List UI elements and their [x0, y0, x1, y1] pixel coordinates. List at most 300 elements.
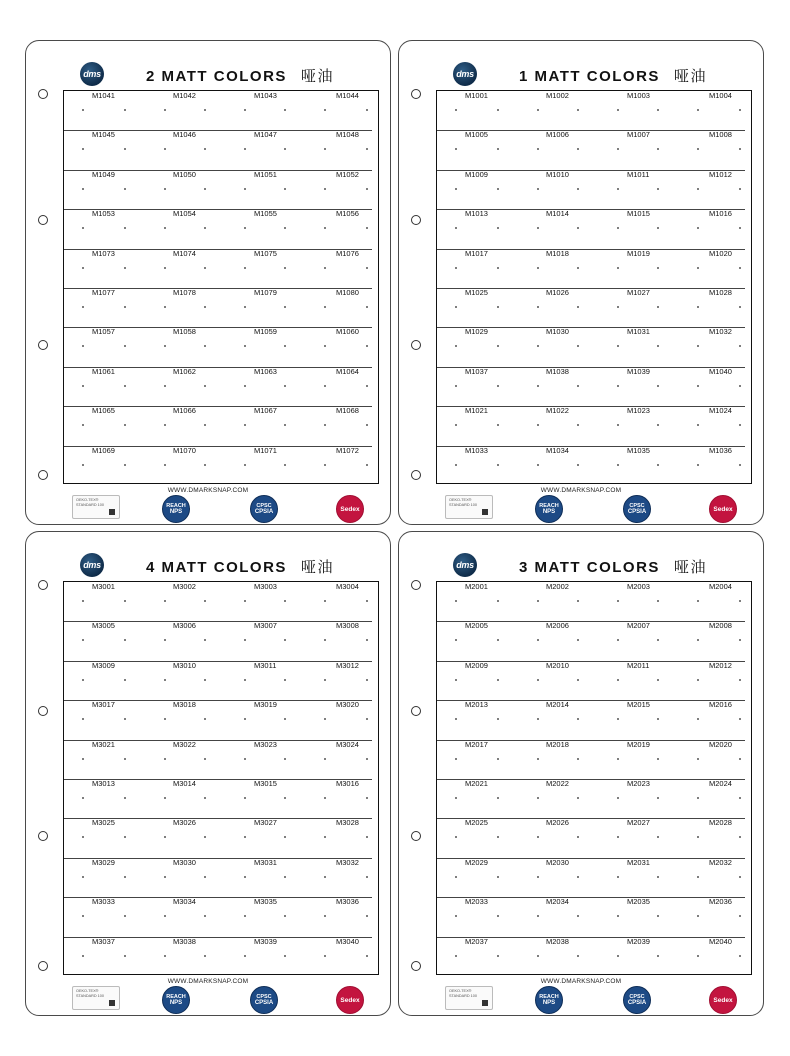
- swatch-marker: [697, 797, 699, 799]
- color-code: M1067: [254, 406, 277, 416]
- swatch-marker: [366, 464, 368, 466]
- binder-hole: [38, 580, 48, 590]
- binder-hole: [411, 961, 421, 971]
- sedex-badge: Sedex: [709, 495, 737, 523]
- color-row: [64, 91, 378, 130]
- color-card: [398, 40, 764, 525]
- swatch-marker: [164, 797, 166, 799]
- binder-hole: [38, 706, 48, 716]
- swatch-marker: [455, 345, 457, 347]
- swatch-marker: [697, 148, 699, 150]
- color-row: [437, 209, 751, 248]
- color-code: M1047: [254, 130, 277, 140]
- swatch-marker: [697, 109, 699, 111]
- swatch-marker: [537, 679, 539, 681]
- color-code: M1052: [336, 169, 359, 179]
- color-code: M1028: [709, 288, 732, 297]
- color-code: M3027: [254, 818, 277, 828]
- swatch-marker: [324, 345, 326, 347]
- swatch-marker: [537, 345, 539, 347]
- swatch-marker: [164, 345, 166, 347]
- swatch-marker: [284, 109, 286, 111]
- color-code: M2002: [546, 582, 569, 591]
- color-code: M2036: [709, 897, 732, 907]
- swatch-marker: [739, 345, 741, 347]
- swatch-marker: [244, 227, 246, 229]
- swatch-marker: [617, 797, 619, 799]
- color-code: M1014: [546, 209, 569, 219]
- binder-hole: [38, 89, 48, 99]
- color-code: M1051: [254, 169, 277, 179]
- color-code: M2025: [465, 818, 488, 828]
- color-code: M1001: [465, 91, 488, 100]
- swatch-marker: [739, 797, 741, 799]
- swatch-marker: [82, 836, 84, 838]
- color-code: M3025: [92, 818, 115, 828]
- swatch-marker: [739, 188, 741, 190]
- card-title-cn: 哑油: [300, 67, 334, 85]
- swatch-marker: [164, 639, 166, 641]
- swatch-marker: [324, 267, 326, 269]
- swatch-marker: [324, 797, 326, 799]
- swatch-marker: [537, 109, 539, 111]
- swatch-marker: [244, 915, 246, 917]
- color-code: M3023: [254, 739, 277, 749]
- swatch-marker: [455, 148, 457, 150]
- swatch-marker: [124, 639, 126, 641]
- color-row: [64, 661, 378, 700]
- swatch-marker: [657, 464, 659, 466]
- binder-hole: [38, 470, 48, 480]
- binder-hole: [38, 961, 48, 971]
- swatch-marker: [82, 679, 84, 681]
- color-code: M2015: [627, 700, 650, 710]
- swatch-marker: [284, 718, 286, 720]
- card-title-text: 4 MATT COLORS: [146, 559, 287, 576]
- color-code: M1071: [254, 445, 277, 455]
- color-row: [437, 740, 751, 779]
- swatch-marker: [244, 718, 246, 720]
- reach-label: REACH: [166, 994, 186, 1000]
- swatch-marker: [697, 345, 699, 347]
- color-row: [437, 288, 751, 327]
- reach-label: REACH: [539, 994, 559, 1000]
- color-code: M1062: [173, 366, 196, 376]
- swatch-marker: [204, 600, 206, 602]
- color-code: M1059: [254, 327, 277, 337]
- color-code: M2040: [709, 936, 732, 946]
- color-code: M1056: [336, 209, 359, 219]
- swatch-marker: [739, 267, 741, 269]
- swatch-marker: [124, 679, 126, 681]
- swatch-marker: [617, 955, 619, 957]
- swatch-marker: [497, 464, 499, 466]
- swatch-marker: [657, 797, 659, 799]
- color-code: M1034: [546, 445, 569, 455]
- color-code: M1040: [709, 366, 732, 376]
- swatch-marker: [284, 876, 286, 878]
- color-code: M3015: [254, 779, 277, 788]
- swatch-marker: [324, 148, 326, 150]
- swatch-marker: [577, 267, 579, 269]
- swatch-marker: [244, 267, 246, 269]
- swatch-marker: [284, 836, 286, 838]
- swatch-marker: [164, 718, 166, 720]
- swatch-marker: [455, 306, 457, 308]
- cpsc-label: CPSC: [629, 994, 645, 1000]
- card-title-cn: 哑油: [300, 558, 334, 576]
- swatch-marker: [739, 955, 741, 957]
- cpsc-badge: [250, 495, 278, 523]
- color-row: [437, 327, 751, 366]
- color-code: M1053: [92, 209, 115, 219]
- reach-sublabel: NPS: [169, 1000, 183, 1006]
- color-code: M3006: [173, 621, 196, 631]
- swatch-marker: [124, 915, 126, 917]
- swatch-marker: [497, 267, 499, 269]
- color-code: M3040: [336, 936, 359, 946]
- color-code: M1049: [92, 169, 115, 179]
- swatch-marker: [697, 306, 699, 308]
- swatch-marker: [617, 306, 619, 308]
- color-code: M2008: [709, 621, 732, 631]
- color-code: M1003: [627, 91, 650, 100]
- reach-badge: [535, 495, 563, 523]
- cpsc-badge: [250, 986, 278, 1014]
- reach-sublabel: NPS: [169, 509, 183, 515]
- swatch-marker: [324, 679, 326, 681]
- swatch-marker: [204, 188, 206, 190]
- swatch-marker: [497, 836, 499, 838]
- swatch-marker: [497, 306, 499, 308]
- color-code: M3031: [254, 857, 277, 867]
- swatch-marker: [82, 915, 84, 917]
- color-code: M2007: [627, 621, 650, 631]
- swatch-marker: [284, 797, 286, 799]
- swatch-marker: [617, 718, 619, 720]
- color-code: M1012: [709, 169, 732, 179]
- swatch-marker: [537, 915, 539, 917]
- color-code: M3013: [92, 779, 115, 788]
- color-code: M3003: [254, 582, 277, 591]
- color-card: [25, 531, 391, 1016]
- swatch-marker: [455, 758, 457, 760]
- swatch-marker: [455, 797, 457, 799]
- swatch-marker: [82, 306, 84, 308]
- color-code: M1057: [92, 327, 115, 337]
- sedex-badge: Sedex: [336, 495, 364, 523]
- swatch-marker: [697, 267, 699, 269]
- swatch-marker: [164, 188, 166, 190]
- binder-hole: [411, 470, 421, 480]
- swatch-marker: [617, 345, 619, 347]
- reach-label: REACH: [539, 503, 559, 509]
- swatch-marker: [366, 109, 368, 111]
- swatch-marker: [164, 915, 166, 917]
- color-code: M3018: [173, 700, 196, 710]
- color-code: M3038: [173, 936, 196, 946]
- color-code: M2009: [465, 660, 488, 670]
- binder-hole: [411, 89, 421, 99]
- cpsc-label: CPSC: [256, 503, 272, 509]
- reach-sublabel: NPS: [542, 1000, 556, 1006]
- card-title-text: 3 MATT COLORS: [519, 559, 660, 576]
- swatch-marker: [124, 267, 126, 269]
- color-row: [64, 288, 378, 327]
- swatch-marker: [497, 758, 499, 760]
- card-title-text: 1 MATT COLORS: [519, 68, 660, 85]
- swatch-marker: [324, 464, 326, 466]
- swatch-marker: [324, 385, 326, 387]
- color-row: [64, 446, 378, 485]
- swatch-marker: [124, 797, 126, 799]
- swatch-marker: [164, 306, 166, 308]
- swatch-marker: [244, 424, 246, 426]
- color-row: [437, 621, 751, 660]
- swatch-marker: [739, 600, 741, 602]
- swatch-marker: [657, 600, 659, 602]
- swatch-marker: [455, 955, 457, 957]
- color-row: [64, 406, 378, 445]
- swatch-marker: [617, 679, 619, 681]
- swatch-marker: [657, 188, 659, 190]
- cpsc-badge: [623, 986, 651, 1014]
- oeko-tex-badge: [445, 495, 493, 519]
- swatch-marker: [204, 148, 206, 150]
- color-code: M1013: [465, 209, 488, 219]
- color-code: M1043: [254, 91, 277, 100]
- color-code-grid: [63, 581, 379, 975]
- swatch-marker: [497, 109, 499, 111]
- swatch-marker: [244, 797, 246, 799]
- swatch-marker: [577, 464, 579, 466]
- color-code: M1075: [254, 248, 277, 258]
- swatch-marker: [124, 718, 126, 720]
- swatch-marker: [455, 915, 457, 917]
- color-code: M2031: [627, 857, 650, 867]
- swatch-marker: [739, 876, 741, 878]
- swatch-marker: [697, 876, 699, 878]
- swatch-marker: [739, 109, 741, 111]
- swatch-marker: [366, 679, 368, 681]
- swatch-marker: [697, 915, 699, 917]
- swatch-marker: [577, 718, 579, 720]
- swatch-marker: [577, 148, 579, 150]
- color-row: [64, 937, 378, 976]
- swatch-marker: [366, 600, 368, 602]
- color-code: M2012: [709, 660, 732, 670]
- swatch-marker: [244, 109, 246, 111]
- swatch-marker: [324, 955, 326, 957]
- color-code: M3019: [254, 700, 277, 710]
- color-code: M3037: [92, 936, 115, 946]
- color-code: M3016: [336, 779, 359, 788]
- swatch-marker: [739, 758, 741, 760]
- swatch-marker: [164, 385, 166, 387]
- color-row: [64, 858, 378, 897]
- swatch-marker: [244, 464, 246, 466]
- color-row: [437, 446, 751, 485]
- dms-logo: dms: [453, 553, 477, 577]
- swatch-marker: [537, 600, 539, 602]
- color-code: M1026: [546, 288, 569, 297]
- swatch-marker: [657, 915, 659, 917]
- color-row: [64, 130, 378, 169]
- color-code: M3005: [92, 621, 115, 631]
- color-row: [64, 249, 378, 288]
- swatch-marker: [455, 876, 457, 878]
- color-code: M1008: [709, 130, 732, 140]
- swatch-marker: [657, 345, 659, 347]
- swatch-marker: [204, 109, 206, 111]
- color-code: M3020: [336, 700, 359, 710]
- binder-hole: [411, 706, 421, 716]
- color-row: [437, 249, 751, 288]
- swatch-marker: [657, 718, 659, 720]
- cpsia-label: CPSIA: [254, 1000, 274, 1006]
- color-row: [437, 700, 751, 739]
- color-code: M2004: [709, 582, 732, 591]
- color-code: M2030: [546, 857, 569, 867]
- swatch-marker: [324, 424, 326, 426]
- swatch-marker: [82, 345, 84, 347]
- swatch-marker: [366, 836, 368, 838]
- color-code: M3028: [336, 818, 359, 828]
- swatch-marker: [204, 679, 206, 681]
- swatch-marker: [697, 758, 699, 760]
- swatch-marker: [284, 955, 286, 957]
- swatch-marker: [577, 876, 579, 878]
- color-code: M1060: [336, 327, 359, 337]
- swatch-marker: [124, 227, 126, 229]
- swatch-marker: [244, 188, 246, 190]
- swatch-marker: [739, 385, 741, 387]
- swatch-marker: [617, 109, 619, 111]
- swatch-marker: [164, 955, 166, 957]
- swatch-marker: [244, 876, 246, 878]
- swatch-marker: [577, 109, 579, 111]
- oeko-label: OEKO-TEX® STANDARD 100: [449, 989, 477, 998]
- swatch-marker: [697, 188, 699, 190]
- swatch-marker: [82, 385, 84, 387]
- color-code: M1019: [627, 248, 650, 258]
- swatch-marker: [537, 955, 539, 957]
- color-code: M1024: [709, 406, 732, 416]
- swatch-marker: [244, 385, 246, 387]
- swatch-marker: [697, 955, 699, 957]
- color-code: M2032: [709, 857, 732, 867]
- color-code: M2027: [627, 818, 650, 828]
- binder-hole: [411, 215, 421, 225]
- swatch-marker: [697, 424, 699, 426]
- reach-sublabel: NPS: [542, 509, 556, 515]
- swatch-marker: [284, 385, 286, 387]
- color-code: M2013: [465, 700, 488, 710]
- color-code: M3034: [173, 897, 196, 907]
- color-code: M1016: [709, 209, 732, 219]
- swatch-marker: [124, 758, 126, 760]
- swatch-marker: [366, 385, 368, 387]
- color-code: M2023: [627, 779, 650, 788]
- swatch-marker: [164, 424, 166, 426]
- reach-badge: [162, 986, 190, 1014]
- card-title: [483, 556, 743, 577]
- swatch-marker: [324, 639, 326, 641]
- color-code: M2034: [546, 897, 569, 907]
- sedex-badge: Sedex: [336, 986, 364, 1014]
- swatch-marker: [164, 600, 166, 602]
- oeko-label: OEKO-TEX® STANDARD 100: [449, 498, 477, 507]
- swatch-marker: [455, 836, 457, 838]
- swatch-marker: [497, 718, 499, 720]
- color-row: [437, 897, 751, 936]
- binder-hole: [38, 215, 48, 225]
- dms-logo: dms: [453, 62, 477, 86]
- color-row: [437, 130, 751, 169]
- swatch-marker: [324, 836, 326, 838]
- swatch-marker: [697, 639, 699, 641]
- color-code: M1029: [465, 327, 488, 337]
- color-code: M2037: [465, 936, 488, 946]
- swatch-marker: [739, 464, 741, 466]
- swatch-marker: [739, 718, 741, 720]
- color-code: M2021: [465, 779, 488, 788]
- oeko-label: OEKO-TEX® STANDARD 100: [76, 989, 104, 998]
- swatch-marker: [455, 424, 457, 426]
- color-code: M2006: [546, 621, 569, 631]
- swatch-marker: [657, 306, 659, 308]
- color-code: M1017: [465, 248, 488, 258]
- color-row: [64, 897, 378, 936]
- swatch-marker: [697, 385, 699, 387]
- swatch-marker: [455, 600, 457, 602]
- sedex-badge: Sedex: [709, 986, 737, 1014]
- swatch-marker: [497, 227, 499, 229]
- color-code: M1055: [254, 209, 277, 219]
- swatch-marker: [577, 679, 579, 681]
- color-code: M1078: [173, 288, 196, 297]
- color-row: [437, 582, 751, 621]
- swatch-marker: [244, 639, 246, 641]
- swatch-marker: [284, 424, 286, 426]
- color-code: M3032: [336, 857, 359, 867]
- swatch-marker: [697, 600, 699, 602]
- swatch-marker: [284, 464, 286, 466]
- color-code: M1050: [173, 169, 196, 179]
- color-code: M3026: [173, 818, 196, 828]
- swatch-marker: [366, 424, 368, 426]
- color-code: M1061: [92, 366, 115, 376]
- swatch-marker: [537, 188, 539, 190]
- color-code-grid: [436, 581, 752, 975]
- swatch-marker: [204, 639, 206, 641]
- swatch-marker: [244, 306, 246, 308]
- color-code: M1010: [546, 169, 569, 179]
- swatch-marker: [204, 955, 206, 957]
- color-code: M3039: [254, 936, 277, 946]
- swatch-marker: [455, 718, 457, 720]
- binder-hole: [411, 831, 421, 841]
- color-code: M1054: [173, 209, 196, 219]
- swatch-marker: [617, 385, 619, 387]
- swatch-marker: [617, 148, 619, 150]
- swatch-marker: [697, 464, 699, 466]
- swatch-marker: [204, 464, 206, 466]
- swatch-marker: [739, 424, 741, 426]
- color-card: [25, 40, 391, 525]
- swatch-marker: [617, 915, 619, 917]
- swatch-marker: [124, 148, 126, 150]
